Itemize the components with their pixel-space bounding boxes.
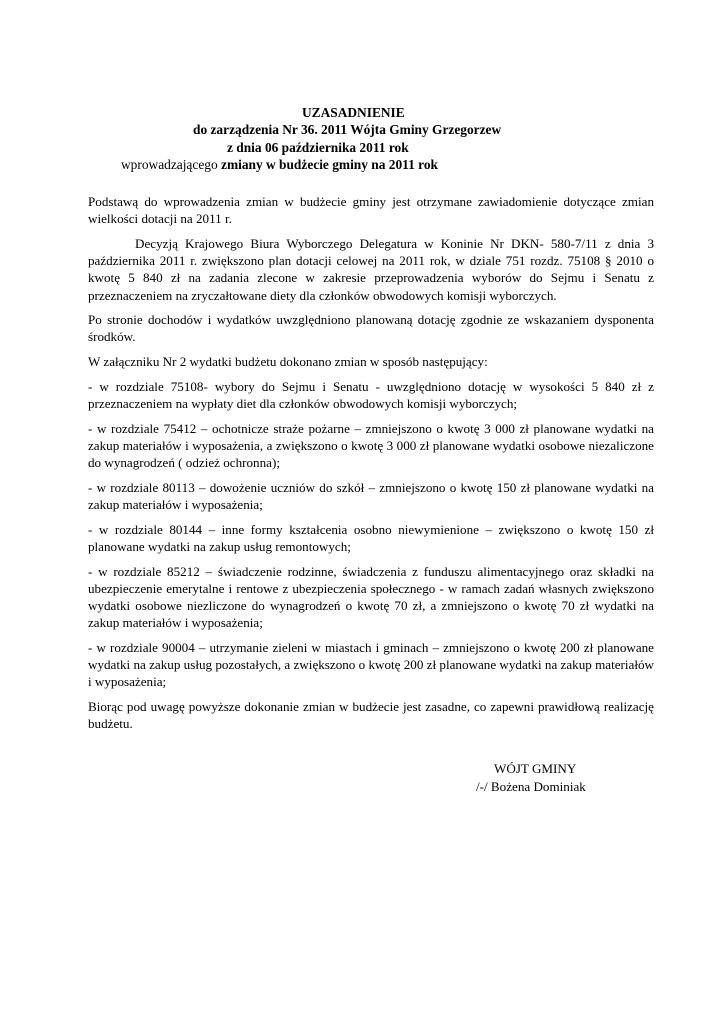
ordinance-reference: do zarządzenia Nr 36. 2011 Wójta Gminy Grzegorzew: [193, 122, 502, 138]
paragraph-conclusion: Biorąc pod uwagę powyższe dokonanie zmian w budżecie jest zasadne, co zapewni prawidłową realizację budżetu.: [88, 699, 654, 732]
paragraph-income: Po stronie dochodów i wydatków uwzględniono planowaną dotację zgodnie ze wskazaniem dysponenta środków.: [88, 312, 654, 345]
paragraph-chapter-90004: - w rozdziale 90004 – utrzymanie zieleni w miastach i gminach – zmniejszono o kwotę 200 zł planowane wydatki na zakup usług pozostałych, a zwiększono o kwotę 200 zł planowane wydatki na zakup materiałów i wyposażenia;: [88, 639, 654, 690]
paragraph-chapter-85212: - w rozdziale 85212 – świadczenie rodzinne, świadczenia z funduszu alimentacyjnego oraz składki na ubezpieczenie emerytalne i rentowe z ubezpieczenia społecznego - w ramach zadań własnych zwiększono wydatki osobowe niezliczone do wynagrodzeń o kwotę 70 zł, a zmniejszono o kwotę 70 zł wydatki na zakup materiałów i wyposażenia;: [88, 563, 654, 631]
paragraph-chapter-80144: - w rozdziale 80144 – inne formy kształcenia osobno niewymienione – zwiększono o kwotę 150 zł planowane wydatki na zakup usług remontowych;: [88, 521, 654, 554]
ordinance-subject-prefix: wprowadzającego: [121, 156, 222, 172]
signature-title: WÓJT GMINY: [494, 761, 577, 776]
document-title: UZASADNIENIE: [302, 105, 405, 120]
paragraph-chapter-80113: - w rozdziale 80113 – dowożenie uczniów do szkół – zmniejszono o kwotę 150 zł planowane wydatki na zakup materiałów i wyposażenia;: [88, 479, 654, 513]
document-heading: [100, 104, 620, 173]
signature-block: [476, 760, 636, 796]
ordinance-subject: [100, 156, 620, 173]
document-body: [88, 193, 654, 740]
paragraph-chapter-75412: - w rozdziale 75412 – ochotnicze straże pożarne – zmniejszono o kwotę 3 000 zł planowane wydatki na zakup materiałów i wyposażenia, a zwiększono o kwotę 3 000 zł planowane wydatki osobowe niezaliczone do wynagrodzeń ( odzież ochronna);: [88, 420, 654, 471]
paragraph-chapter-75108: - w rozdziale 75108- wybory do Sejmu i Senatu - uwzględniono dotację w wysokości 5 840 zł z przeznaczeniem na wypłaty diet dla członków obwodowych komisji wyborczych;: [88, 378, 654, 412]
paragraph-attachment: W załączniku Nr 2 wydatki budżetu dokonano zmian w sposób następujący:: [88, 354, 488, 370]
paragraph-basis: Podstawą do wprowadzenia zmian w budżecie gminy jest otrzymane zawiadomienie dotyczące zmian wielkości dotacji na 2011 r.: [88, 194, 654, 227]
paragraph-decision: Decyzją Krajowego Biura Wyborczego Delegatura w Koninie Nr DKN- 580-7/11 z dnia 3 października 2011 r. zwiększono plan dotacji celowej na 2011 rok, w dziale 751 rozdz. 75108 § 2010 o kwotę 5 840 zł na zadania zlecone w zakresie przeprowadzenia wyborów do Sejmu i Senatu z przeznaczeniem na zryczałtowane diety dla członków obwodowych komisji wyborczych.: [88, 235, 654, 303]
ordinance-subject-bold: zmiany w budżecie gminy na 2011 rok: [221, 156, 439, 172]
ordinance-date: z dnia 06 października 2011 rok: [227, 139, 409, 155]
signature-name: /-/ Bożena Dominiak: [476, 779, 586, 794]
